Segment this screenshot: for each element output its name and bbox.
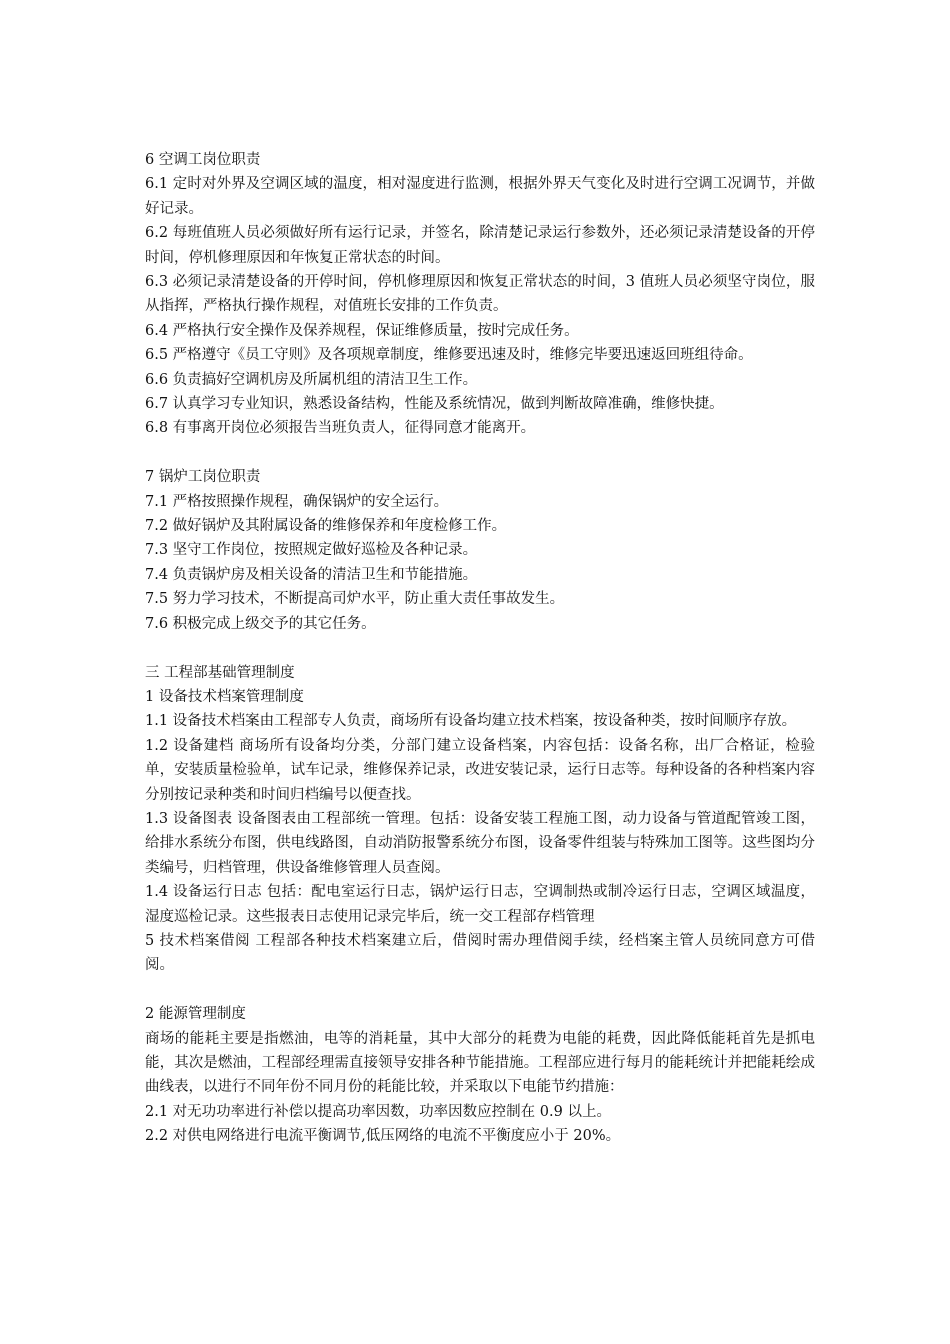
section-energy-management bbox=[145, 1002, 815, 1148]
paragraph: 7.4 负责锅炉房及相关设备的清洁卫生和节能措施。 bbox=[145, 566, 478, 583]
paragraph: 6.5 严格遵守《员工守则》及各项规章制度，维修要迅速及时，维修完毕要迅速返回班组待命。 bbox=[145, 347, 753, 364]
paragraph: 6.7 认真学习专业知识，熟悉设备结构，性能及系统情况，做到判断故障准确，维修快捷。 bbox=[145, 396, 724, 413]
paragraph: 1.4 设备运行日志 包括：配电室运行日志，锅炉运行日志，空调制热或制冷运行日志，空调区域温度，湿度巡检记录。这些报表日志使用记录完毕后，统一交工程部存档管理 bbox=[145, 884, 815, 925]
paragraph: 1 设备技术档案管理制度 bbox=[145, 688, 304, 705]
paragraph: 商场的能耗主要是指燃油，电等的消耗量，其中大部分的耗费为电能的耗费，因此降低能耗首先是抓电能，其次是燃油，工程部经理需直接领导安排各种节能措施。工程部应进行每月的能耗统计并把能耗绘成曲线表，以进行不同年份不同月份的耗能比较，并采取以下电能节约措施： bbox=[145, 1030, 815, 1096]
paragraph: 6.4 严格执行安全操作及保养规程，保证维修质量，按时完成任务。 bbox=[145, 322, 579, 339]
section-basic-management bbox=[145, 661, 815, 978]
paragraph: 1.2 设备建档 商场所有设备均分类，分部门建立设备档案，内容包括：设备名称，出厂合格证，检验单，安装质量检验单，试车记录，维修保养记录，改进安装记录，运行日志等。每种设备的各种档案内容分别按记录种类和时间归档编号以便查找。 bbox=[145, 737, 815, 803]
paragraph: 2.2 对供电网络进行电流平衡调节,低压网络的电流不平衡度应小于 20%。 bbox=[145, 1128, 621, 1145]
paragraph: 6.8 有事离开岗位必须报告当班负责人，征得同意才能离开。 bbox=[145, 420, 536, 437]
paragraph: 6.1 定时对外界及空调区域的温度，相对湿度进行监测，根据外界天气变化及时进行空调工况调节，并做好记录。 bbox=[145, 176, 815, 217]
paragraph: 1.1 设备技术档案由工程部专人负责，商场所有设备均建立技术档案，按设备种类，按时间顺序存放。 bbox=[145, 713, 797, 730]
paragraph: 7.6 积极完成上级交予的其它任务。 bbox=[145, 615, 376, 632]
paragraph: 7.5 努力学习技术，不断提高司炉水平，防止重大责任事故发生。 bbox=[145, 591, 565, 608]
section-heading: 2 能源管理制度 bbox=[145, 1006, 246, 1023]
document-page bbox=[145, 148, 815, 1149]
paragraph: 1.3 设备图表 设备图表由工程部统一管理。包括：设备安装工程施工图，动力设备与管道配管竣工图，给排水系统分布图，供电线路图，自动消防报警系统分布图，设备零件组装与特殊加工图等。这些图均分类编号，归档管理，供设备维修管理人员查阅。 bbox=[145, 810, 815, 876]
section-air-conditioning-duties bbox=[145, 148, 815, 441]
paragraph: 6.2 每班值班人员必须做好所有运行记录，并签名，除清楚记录运行参数外，还必须记录清楚设备的开停时间，停机修理原因和年恢复正常状态的时间。 bbox=[145, 225, 815, 266]
paragraph: 6.3 必须记录清楚设备的开停时间，停机修理原因和恢复正常状态的时间，3 值班人员必须坚守岗位，服从指挥，严格执行操作规程，对值班长安排的工作负责。 bbox=[145, 274, 815, 315]
section-heading: 7 锅炉工岗位职责 bbox=[145, 469, 261, 486]
paragraph: 6.6 负责搞好空调机房及所属机组的清洁卫生工作。 bbox=[145, 371, 478, 388]
paragraph: 5 技术档案借阅 工程部各种技术档案建立后，借阅时需办理借阅手续，经档案主管人员统同意方可借阅。 bbox=[145, 932, 815, 974]
paragraph: 7.2 做好锅炉及其附属设备的维修保养和年度检修工作。 bbox=[145, 518, 507, 535]
section-heading: 三 工程部基础管理制度 bbox=[145, 664, 295, 681]
paragraph: 2.1 对无功功率进行补偿以提高功率因数，功率因数应控制在 0.9 以上。 bbox=[145, 1103, 611, 1120]
section-heading: 6 空调工岗位职责 bbox=[145, 152, 261, 168]
paragraph: 7.3 坚守工作岗位，按照规定做好巡检及各种记录。 bbox=[145, 542, 478, 559]
section-boiler-duties bbox=[145, 465, 815, 636]
paragraph: 7.1 严格按照操作规程，确保锅炉的安全运行。 bbox=[145, 493, 449, 510]
